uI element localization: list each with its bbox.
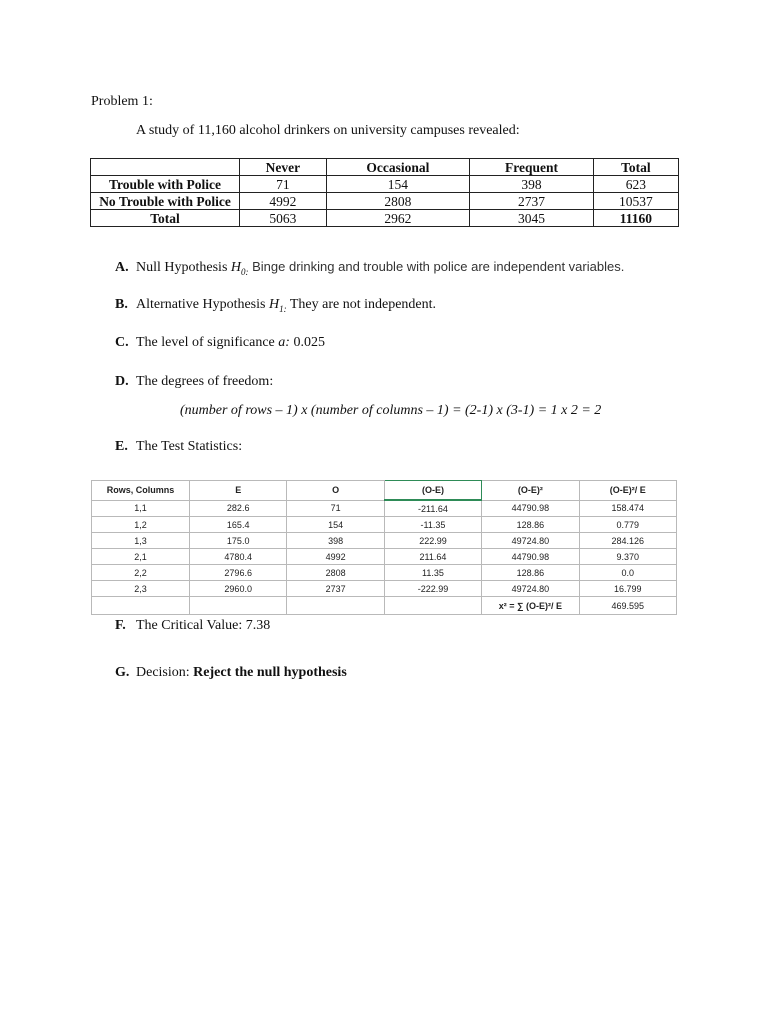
grand-total-cell: 11160 (593, 210, 678, 227)
table-header-cell: Frequent (470, 159, 594, 176)
item-letter: D. (115, 374, 129, 389)
table-header-row (92, 481, 677, 501)
table-header-cell (91, 159, 240, 176)
item-letter: B. (115, 297, 128, 312)
chi-square-formula: x² = ∑ (O-E)²/ E (482, 597, 579, 615)
table-cell: 165.4 (190, 517, 287, 533)
table-cell: 0.779 (579, 517, 676, 533)
empty-cell (384, 597, 481, 615)
alpha-symbol: a: (278, 335, 290, 350)
item-d-degrees-of-freedom (115, 374, 273, 390)
table-header-cell: (O-E)² (482, 481, 579, 501)
table-cell: 2808 (287, 565, 384, 581)
item-c-significance (115, 335, 325, 351)
table-row (92, 565, 677, 581)
empty-cell (190, 597, 287, 615)
table-cell: 4780.4 (190, 549, 287, 565)
item-letter: F. (115, 618, 126, 633)
table-header-cell: Never (240, 159, 327, 176)
table-cell: 0.0 (579, 565, 676, 581)
table-row (92, 549, 677, 565)
table-row (92, 500, 677, 517)
table-cell: 16.799 (579, 581, 676, 597)
table-cell: 3045 (470, 210, 594, 227)
table-cell: 10537 (593, 193, 678, 210)
table-cell: 154 (326, 176, 470, 193)
table-cell: 2796.6 (190, 565, 287, 581)
table-cell: 9.370 (579, 549, 676, 565)
table-cell: 2737 (470, 193, 594, 210)
table-cell: 1,3 (92, 533, 190, 549)
table-row (92, 517, 677, 533)
chi-square-value: 469.595 (579, 597, 676, 615)
table-cell: 284.126 (579, 533, 676, 549)
table-row (91, 210, 679, 227)
item-f-critical-value (115, 618, 270, 634)
table-row (91, 176, 679, 193)
item-letter: G. (115, 665, 130, 680)
table-cell: 2962 (326, 210, 470, 227)
table-header-cell: (O-E)²/ E (579, 481, 676, 501)
table-cell: -11.35 (384, 517, 481, 533)
item-letter: C. (115, 335, 129, 350)
item-g-decision (115, 665, 347, 681)
item-text: They are not independent. (286, 297, 437, 312)
total-row (92, 597, 677, 615)
table-header-cell: O (287, 481, 384, 501)
table-header-cell: Total (593, 159, 678, 176)
table-cell: 222.99 (384, 533, 481, 549)
row-label: Trouble with Police (91, 176, 240, 193)
table-header-cell: E (190, 481, 287, 501)
item-text: Binge drinking and trouble with police are independent variables. (248, 259, 625, 274)
empty-cell (287, 597, 384, 615)
item-text: The Test Statistics: (136, 439, 243, 454)
table-cell: 398 (287, 533, 384, 549)
table-cell: -211.64 (384, 500, 481, 517)
table-row (92, 533, 677, 549)
table-cell: 2737 (287, 581, 384, 597)
table-row (92, 581, 677, 597)
row-label: Total (91, 210, 240, 227)
table-cell: 44790.98 (482, 500, 579, 517)
table-cell: 4992 (287, 549, 384, 565)
table-cell: 4992 (240, 193, 327, 210)
table-cell: 2,2 (92, 565, 190, 581)
table-cell: 158.474 (579, 500, 676, 517)
problem-title: Problem 1: (91, 94, 153, 109)
table-cell: 175.0 (190, 533, 287, 549)
row-label: No Trouble with Police (91, 193, 240, 210)
table-row (91, 193, 679, 210)
degrees-of-freedom-formula: (number of rows – 1) x (number of columns – 1) = (2-1) x (3-1) = 1 x 2 = 2 (180, 403, 602, 418)
item-prefix: Null Hypothesis (136, 260, 231, 275)
item-e-test-statistics (115, 439, 242, 455)
decision-text: Reject the null hypothesis (193, 665, 347, 680)
table-header-row (91, 159, 679, 176)
contingency-table (90, 158, 679, 227)
item-letter: E. (115, 439, 128, 454)
item-prefix: Alternative Hypothesis (136, 297, 269, 312)
item-prefix: The level of significance (136, 335, 279, 350)
table-cell: -222.99 (384, 581, 481, 597)
table-cell: 2,3 (92, 581, 190, 597)
table-cell: 44790.98 (482, 549, 579, 565)
item-prefix: Decision: (136, 665, 194, 680)
item-text: The Critical Value: 7.38 (136, 618, 271, 633)
table-cell: 2808 (326, 193, 470, 210)
table-cell: 282.6 (190, 500, 287, 517)
table-cell: 2,1 (92, 549, 190, 565)
table-cell: 128.86 (482, 517, 579, 533)
table-cell: 71 (287, 500, 384, 517)
table-header-cell: Occasional (326, 159, 470, 176)
table-cell: 398 (470, 176, 594, 193)
item-letter: A. (115, 260, 129, 275)
item-text: The degrees of freedom: (136, 374, 274, 389)
table-cell: 5063 (240, 210, 327, 227)
table-cell: 154 (287, 517, 384, 533)
table-header-cell: Rows, Columns (92, 481, 190, 501)
table-cell: 623 (593, 176, 678, 193)
hypothesis-symbol: H (268, 297, 280, 312)
item-text: 0.025 (289, 335, 325, 350)
selected-header-cell: (O-E) (384, 481, 481, 501)
test-statistics-table (91, 480, 677, 615)
item-a-null-hypothesis (115, 259, 624, 277)
table-cell: 49724.80 (482, 581, 579, 597)
intro-text: A study of 11,160 alcohol drinkers on university campuses revealed: (136, 123, 520, 138)
table-cell: 1,2 (92, 517, 190, 533)
table-cell: 1,1 (92, 500, 190, 517)
hypothesis-subscript: 1: (279, 303, 287, 314)
table-cell: 128.86 (482, 565, 579, 581)
hypothesis-symbol: H (230, 260, 242, 275)
table-cell: 211.64 (384, 549, 481, 565)
table-cell: 2960.0 (190, 581, 287, 597)
empty-cell (92, 597, 190, 615)
item-b-alternative-hypothesis (115, 297, 436, 314)
table-cell: 11.35 (384, 565, 481, 581)
table-cell: 49724.80 (482, 533, 579, 549)
table-cell: 71 (240, 176, 327, 193)
hypothesis-subscript: 0: (241, 266, 249, 277)
